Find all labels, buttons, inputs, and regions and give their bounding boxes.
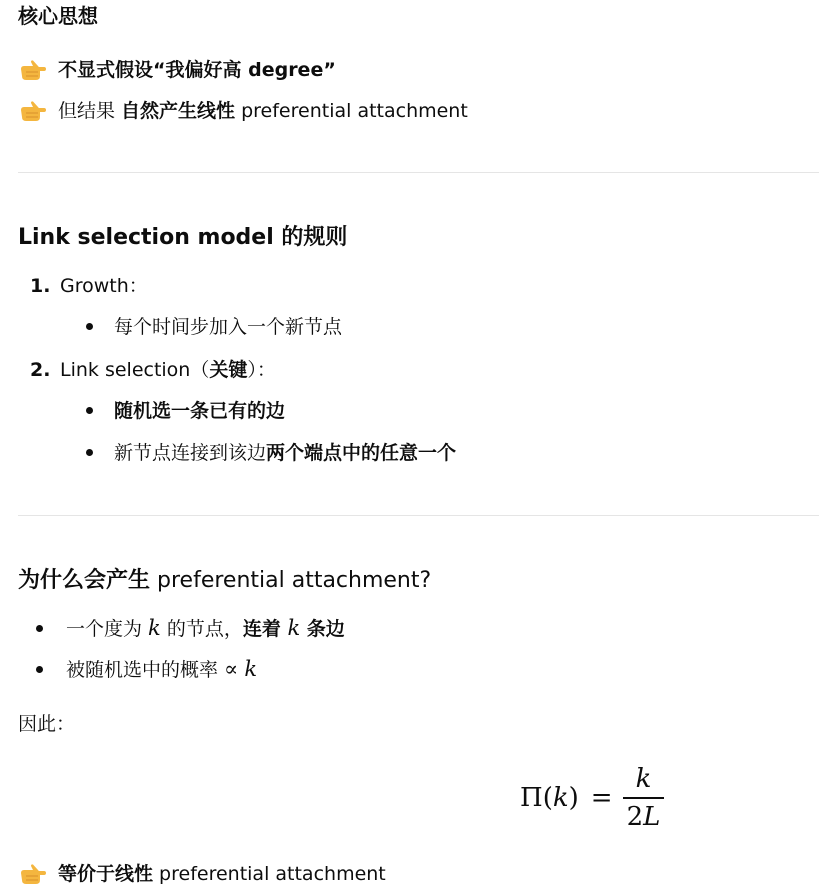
bullet-dot xyxy=(86,449,93,456)
math-k: k xyxy=(244,657,258,681)
conclusion-line xyxy=(18,860,386,888)
rule-item-2-label-end: ）： xyxy=(247,359,276,381)
bullet-dot xyxy=(36,625,43,632)
therefore-text: 因此： xyxy=(18,713,76,735)
list-number: 2. xyxy=(30,359,51,381)
core-line-2-prefix: 但结果 xyxy=(58,100,122,122)
why-bullet-1 xyxy=(66,614,345,643)
pointing-hand-icon xyxy=(18,863,48,887)
core-line-1 xyxy=(18,56,336,84)
formula-k: k xyxy=(552,783,569,813)
why-b1-bold2: 条边 xyxy=(300,618,345,640)
divider xyxy=(18,515,819,516)
conclusion-rest: preferential attachment xyxy=(153,863,386,885)
why-bullet-2 xyxy=(66,655,257,684)
pointing-hand-icon xyxy=(18,100,48,124)
rule-item-1 xyxy=(30,272,148,300)
bullet-dot xyxy=(86,323,93,330)
rule-item-2-label: Link selection（ xyxy=(60,359,210,381)
core-line-2-suffix: preferential attachment xyxy=(235,100,468,122)
formula-equals: = xyxy=(590,783,613,813)
bullet-dot xyxy=(36,666,43,673)
core-line-1-text: 不显式假设“我偏好高 degree” xyxy=(58,59,336,81)
core-line-2 xyxy=(18,97,468,125)
why-heading-bold: 为什么会产生 xyxy=(18,568,151,593)
bullet-dot xyxy=(86,407,93,414)
formula-fraction xyxy=(623,764,665,832)
list-number: 1. xyxy=(30,275,51,297)
proportional-symbol: ∝ xyxy=(224,657,239,681)
rule-2-sub-1: 随机选一条已有的边 xyxy=(114,400,286,422)
pointing-hand-icon xyxy=(18,59,48,83)
math-k: k xyxy=(148,616,161,640)
rule-2-sub-2-bold: 两个端点中的任意一个 xyxy=(266,442,457,464)
formula-den-var: L xyxy=(643,801,661,832)
math-k: k xyxy=(287,616,301,640)
why-b1-a: 一个度为 xyxy=(66,618,149,640)
rule-item-1-label: Growth： xyxy=(60,275,148,297)
rule-item-2 xyxy=(30,356,276,384)
formula-pi: Π xyxy=(520,783,543,813)
why-b1-b: 的节点， xyxy=(160,618,243,640)
core-idea-heading: 核心思想 xyxy=(18,4,98,28)
rules-heading: Link selection model 的规则 xyxy=(18,225,348,250)
formula-denominator xyxy=(623,799,665,832)
rule-2-sub-2-prefix: 新节点连接到该边 xyxy=(114,442,267,464)
formula-open-paren: ( xyxy=(542,783,553,813)
why-b2-a: 被随机选中的概率 xyxy=(66,659,225,681)
formula-den-coef: 2 xyxy=(626,801,644,832)
formula-numerator: k xyxy=(635,764,652,795)
rule-item-2-label-bold: 关键 xyxy=(209,359,248,381)
formula-close-paren: ) xyxy=(568,783,579,813)
core-line-2-bold: 自然产生线性 xyxy=(121,100,236,122)
divider xyxy=(18,172,819,173)
formula xyxy=(520,762,664,834)
conclusion-bold: 等价于线性 xyxy=(58,863,154,885)
rule-2-sub-2 xyxy=(114,439,456,467)
why-b1-bold1: 连着 xyxy=(242,618,288,640)
why-heading xyxy=(18,566,431,596)
why-heading-rest: preferential attachment? xyxy=(150,568,432,593)
rule-1-sub-1: 每个时间步加入一个新节点 xyxy=(114,316,343,338)
